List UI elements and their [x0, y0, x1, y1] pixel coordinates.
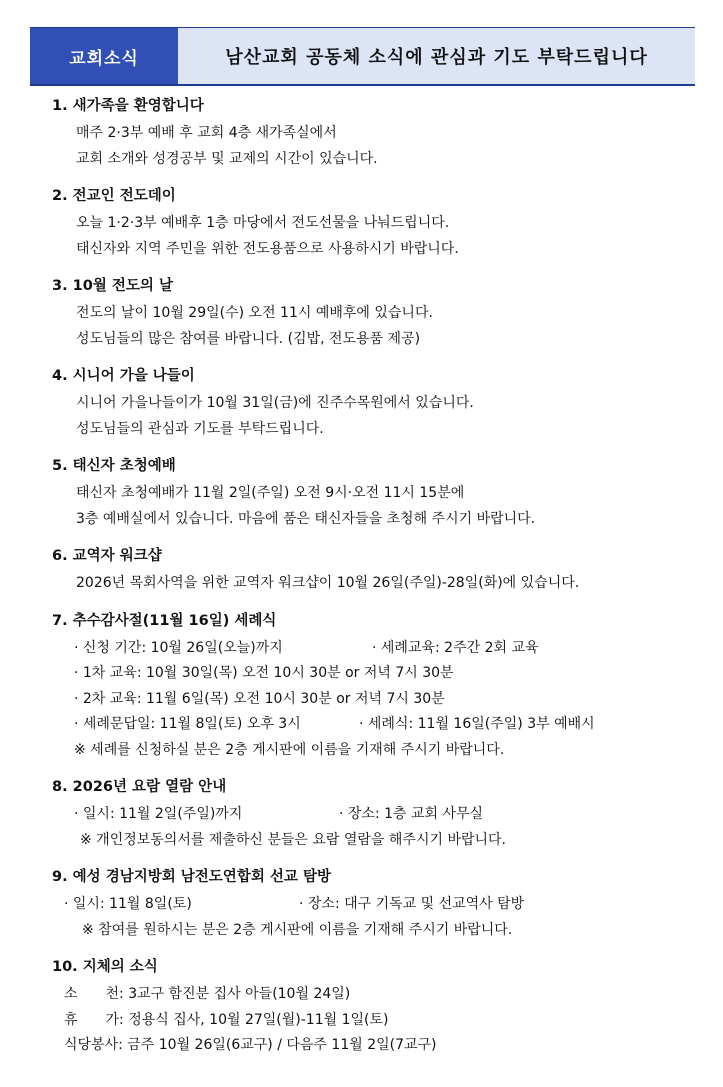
news-item-note: ※ 개인정보동의서를 제출하신 분들은 요람 열람을 해주시기 바랍니다. — [80, 831, 507, 848]
news-item-detail: · 일시: 11월 8일(토) — [64, 896, 192, 912]
news-item-row — [52, 712, 692, 738]
news-item-title: 5. 태신자 초청예배 — [52, 458, 176, 474]
news-item-note: ※ 참여를 원하시는 분은 2층 게시판에 이름을 기재해 주시기 바랍니다. — [82, 921, 513, 938]
page-header — [30, 27, 695, 86]
news-item-text: 오늘 1·2·3부 예배후 1층 마당에서 전도선물을 나눠드립니다. — [76, 215, 450, 231]
news-item-text: 매주 2·3부 예배 후 교회 4층 새가족실에서 — [76, 125, 337, 141]
news-item-text: 소 천: 3교구 함진분 집사 아들(10월 24일) — [64, 986, 351, 1002]
news-item-title: 8. 2026년 요람 열람 안내 — [52, 779, 227, 795]
news-item-senior-outing — [52, 365, 692, 442]
news-item-text: 성도님들의 관심과 기도를 부탁드립니다. — [76, 420, 324, 437]
news-item-note: ※ 세례를 신청하실 분은 2층 게시판에 이름을 기재해 주시기 바랍니다. — [74, 741, 505, 758]
news-item-text: 식당봉사: 금주 10월 26일(6교구) / 다음주 11월 2일(7교구) — [64, 1037, 437, 1053]
section-tag: 교회소식 — [30, 28, 178, 84]
news-item-title: 3. 10월 전도의 날 — [52, 278, 173, 294]
news-item-invitation-service — [52, 455, 692, 532]
news-item-detail: · 세례문답일: 11월 8일(토) 오후 3시 — [74, 716, 301, 732]
news-item-text: 전도의 날이 10월 29일(수) 오전 11시 예배후에 있습니다. — [76, 305, 433, 321]
news-item-detail: · 장소: 대구 기독교 및 선교역사 탐방 — [299, 896, 525, 912]
news-item-baptism — [52, 610, 692, 764]
news-item-row — [52, 636, 692, 662]
news-item-title: 9. 예성 경남지방회 남전도연합회 선교 탐방 — [52, 869, 331, 885]
news-item-title: 2. 전교인 전도데이 — [52, 188, 176, 204]
news-item-title: 7. 추수감사절(11월 16일) 세례식 — [52, 612, 277, 629]
page-title: 남산교회 공동체 소식에 관심과 기도 부탁드립니다 — [225, 47, 648, 68]
news-item-new-family — [52, 95, 692, 172]
news-item-title: 6. 교역자 워크샵 — [52, 548, 162, 564]
news-item-text: 시니어 가을나들이가 10월 31일(금)에 진주수목원에서 있습니다. — [76, 395, 474, 411]
news-item-member-news — [52, 956, 692, 1059]
news-item-detail: · 세례교육: 2주간 2회 교육 — [372, 639, 539, 656]
news-item-detail: · 장소: 1층 교회 사무실 — [339, 806, 484, 822]
news-item-detail: · 2차 교육: 11월 6일(목) 오전 10시 30분 or 저녁 7시 30분 — [74, 690, 445, 707]
news-item-text: 교회 소개와 성경공부 및 교제의 시간이 있습니다. — [76, 150, 378, 167]
news-list — [52, 95, 692, 1072]
news-item-text: 성도님들의 많은 참여를 바랍니다. (김밥, 전도용품 제공) — [76, 330, 421, 347]
news-item-text: 태신자 초청예배가 11월 2일(주일) 오전 9시·오전 11시 15분에 — [76, 485, 465, 501]
news-item-row — [52, 802, 692, 828]
news-item-title: 10. 지체의 소식 — [52, 959, 158, 975]
news-item-october-evangelism — [52, 275, 692, 352]
news-item-text: 태신자와 지역 주민을 위한 전도용품으로 사용하시기 바랍니다. — [76, 240, 459, 257]
news-item-detail: · 일시: 11월 2일(주일)까지 — [74, 806, 243, 822]
news-item-evangelism-day — [52, 185, 692, 262]
news-item-text: 휴 가: 정용식 집사, 10월 27일(월)-11월 1일(토) — [64, 1011, 389, 1028]
news-item-ministers-workshop — [52, 545, 692, 597]
news-item-row — [52, 892, 692, 918]
news-item-detail: · 세례식: 11월 16일(주일) 3부 예배시 — [359, 716, 595, 732]
news-item-detail: · 1차 교육: 10월 30일(목) 오전 10시 30분 or 저녁 7시 30분 — [74, 665, 454, 681]
news-item-title: 4. 시니어 가을 나들이 — [52, 368, 195, 384]
news-item-detail: · 신청 기간: 10월 26일(오늘)까지 — [74, 639, 283, 656]
news-item-yearbook — [52, 776, 692, 853]
news-item-text: 3층 예배실에서 있습니다. 마음에 품은 태신자들을 초청해 주시기 바랍니다. — [76, 510, 536, 527]
news-item-mission-tour — [52, 866, 692, 943]
news-item-text: 2026년 목회사역을 위한 교역자 워크샵이 10월 26일(주일)-28일(화)에 있습니다. — [76, 575, 580, 591]
news-item-title: 1. 새가족을 환영합니다 — [52, 98, 204, 114]
